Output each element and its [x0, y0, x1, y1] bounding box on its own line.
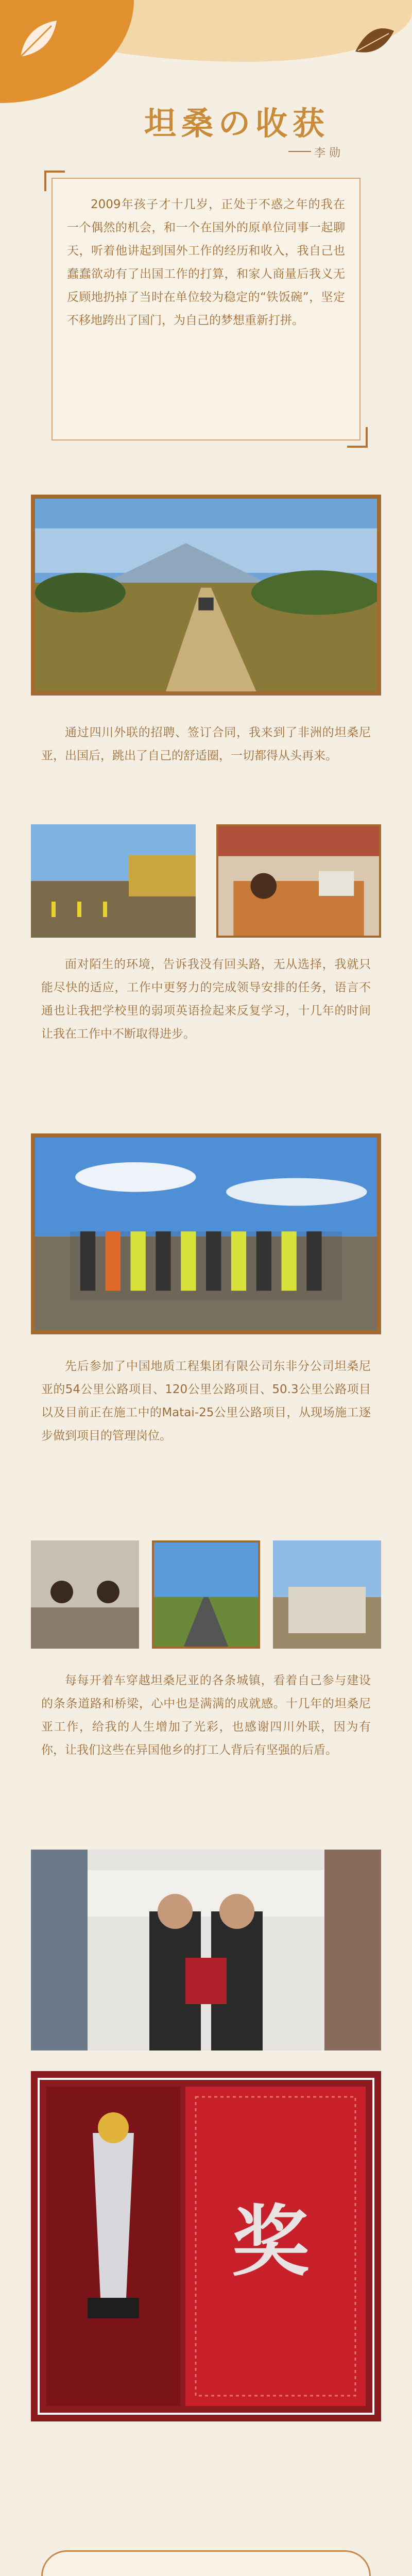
author-name: 李 勋 [314, 147, 340, 160]
paragraph-2: 面对陌生的环境，告诉我没有回头路，无从选择，我就只能尽快的适应，工作中更努力的完成领导安排的任务，语言不通也让我把学校里的弱项英语捡起来反复学习，十几年的时间让我在工作中不断取得进步。 [41, 958, 371, 1041]
photo-group-workers [31, 1133, 381, 1334]
photo-award-handover [31, 1850, 381, 2050]
slogan-banner [41, 2550, 371, 2576]
photo-team-outdoor [273, 1540, 381, 1649]
intro-text: 2009年孩子才十几岁，正处于不惑之年的我在一个偶然的机会，和一个在国外的原单位同事一起聊天，听着他讲起到国外工作的经历和收入，我自己也蠢蠢欲动有了出国工作的打算，和家人商量后我义无反顾地扔掉了当时在单位较为稳定的“铁饭碗”，坚定不移地跨出了国门，为自己的梦想重新打拼。 [67, 198, 345, 327]
corner-bottom-right [347, 427, 368, 448]
page-title: 坦桑の收获 [144, 105, 330, 142]
photo-office-worker [216, 824, 381, 938]
photo-highway [152, 1540, 260, 1649]
photo-meeting [31, 1540, 139, 1649]
paragraph-1: 通过四川外联的招聘、签订合同，我来到了非洲的坦桑尼亚，出国后，跳出了自己的舒适圈，一切都得从头再来。 [41, 726, 371, 762]
paragraph-3: 先后参加了中国地质工程集团有限公司东非分公司坦桑尼亚的54公里公路项目、120公里公路项目、50.3公里公路项目以及目前正在施工中的Matai-25公里公路项目，从现场施工逐步做到项目的管理岗位。 [41, 1360, 371, 1443]
certificate-character: 奖 [231, 2196, 309, 2287]
corner-top-left [44, 171, 65, 191]
leaf-icon [350, 21, 397, 67]
photo-road-landscape [31, 495, 381, 696]
photo-road-workers [31, 824, 196, 938]
author-dash [288, 151, 311, 152]
paragraph-4: 每每开着车穿越坦桑尼亚的各条城镇，看着自己参与建设的条条道路和桥梁，心中也是满满的成就感。十几年的坦桑尼亚工作，给我的人生增加了光彩，也感谢四川外联，因为有你，让我们这些在异国他乡的打工人背后有坚强的后盾。 [41, 1674, 371, 1757]
leaf-icon [15, 15, 62, 62]
